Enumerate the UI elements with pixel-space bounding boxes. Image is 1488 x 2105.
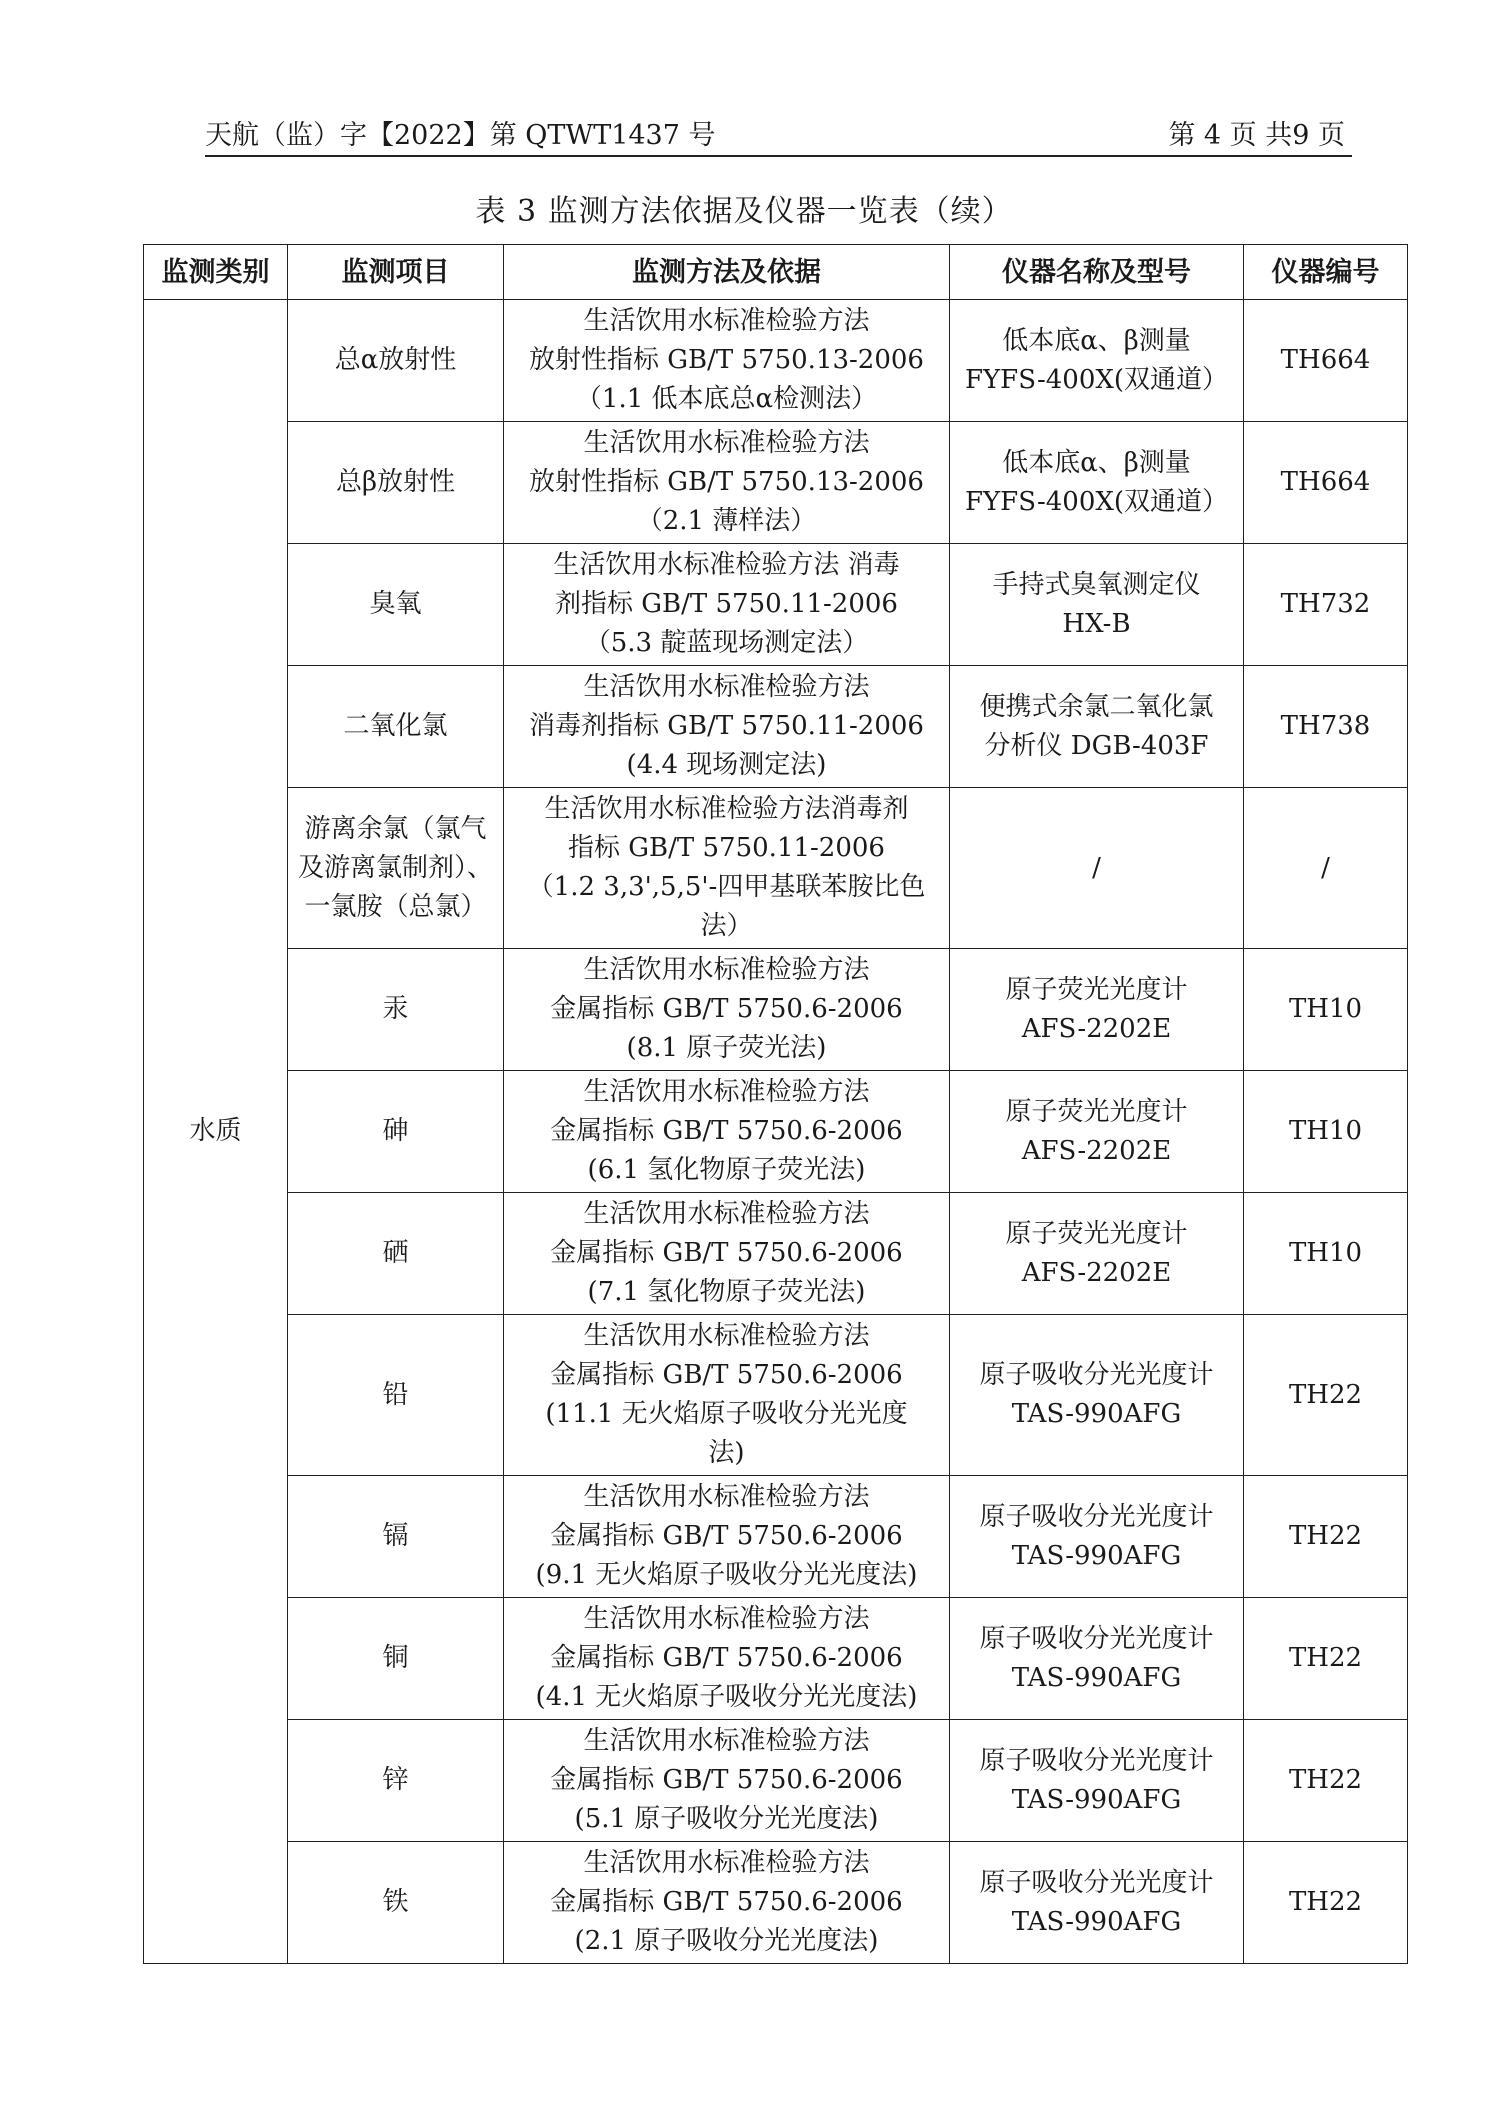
method-line: (4.1 无火焰原子吸收分光光度法) bbox=[535, 1682, 918, 1712]
table-row bbox=[144, 544, 1408, 666]
method-cell bbox=[504, 1720, 950, 1842]
item-cell: 铁 bbox=[288, 1842, 504, 1964]
table-row bbox=[144, 949, 1408, 1071]
item-cell: 铅 bbox=[288, 1315, 504, 1476]
method-line: 消毒剂指标 GB/T 5750.11-2006 bbox=[529, 711, 924, 741]
method-line: 生活饮用水标准检验方法消毒剂 bbox=[544, 794, 909, 824]
instrument-line: 原子吸收分光光度计 bbox=[979, 1867, 1214, 1898]
method-cell bbox=[504, 1071, 950, 1193]
method-cell bbox=[504, 1598, 950, 1720]
instrument-cell bbox=[950, 422, 1244, 544]
method-line: 金属指标 GB/T 5750.6-2006 bbox=[550, 1643, 903, 1673]
method-cell bbox=[504, 1315, 950, 1476]
table-row bbox=[144, 300, 1408, 422]
table-row bbox=[144, 1193, 1408, 1315]
instrument-line: FYFS-400X(双通道） bbox=[964, 486, 1229, 517]
instrument-line: AFS-2202E bbox=[1021, 1013, 1172, 1044]
method-cell bbox=[504, 1193, 950, 1315]
method-line: (6.1 氢化物原子荧光法) bbox=[587, 1155, 866, 1185]
instrument-code-cell: TH22 bbox=[1244, 1598, 1408, 1720]
method-line: （2.1 薄样法） bbox=[636, 506, 817, 536]
instrument-line: 原子荧光光度计 bbox=[1005, 1218, 1188, 1249]
method-line: 金属指标 GB/T 5750.6-2006 bbox=[550, 994, 903, 1024]
instrument-line: 分析仪 DGB-403F bbox=[984, 730, 1209, 761]
method-line: 生活饮用水标准检验方法 bbox=[583, 1482, 870, 1512]
method-line: (5.1 原子吸收分光光度法) bbox=[574, 1804, 879, 1834]
method-line: 放射性指标 GB/T 5750.13-2006 bbox=[529, 345, 924, 375]
instrument-line: 手持式臭氧测定仪 bbox=[992, 569, 1201, 600]
instrument-code-cell: TH22 bbox=[1244, 1315, 1408, 1476]
instrument-line: 原子吸收分光光度计 bbox=[979, 1360, 1214, 1390]
instrument-cell bbox=[950, 1315, 1244, 1476]
table-row bbox=[144, 788, 1408, 949]
instrument-line: 原子吸收分光光度计 bbox=[979, 1623, 1214, 1654]
instrument-line: 原子吸收分光光度计 bbox=[979, 1501, 1214, 1532]
instrument-line: FYFS-400X(双通道） bbox=[964, 364, 1229, 395]
method-cell bbox=[504, 788, 950, 949]
instrument-line: / bbox=[1092, 852, 1101, 883]
item-cell: 总α放射性 bbox=[288, 300, 504, 422]
item-cell: 游离余氯（氯气及游离氯制剂）、一氯胺（总氯） bbox=[288, 788, 504, 949]
instrument-code-cell: TH664 bbox=[1244, 422, 1408, 544]
table-row bbox=[144, 1071, 1408, 1193]
column-header-instrument: 仪器名称及型号 bbox=[950, 245, 1244, 300]
table-body bbox=[144, 300, 1408, 1964]
instrument-line: TAS-990AFG bbox=[1011, 1784, 1182, 1815]
method-cell bbox=[504, 1476, 950, 1598]
table-row bbox=[144, 1598, 1408, 1720]
method-line: （5.3 靛蓝现场测定法） bbox=[584, 628, 869, 658]
method-line: 剂指标 GB/T 5750.11-2006 bbox=[555, 589, 898, 619]
instrument-code-cell: / bbox=[1244, 788, 1408, 949]
instrument-code-cell: TH22 bbox=[1244, 1842, 1408, 1964]
instrument-line: 原子荧光光度计 bbox=[1005, 974, 1188, 1005]
table-row bbox=[144, 1315, 1408, 1476]
instrument-line: TAS-990AFG bbox=[1011, 1540, 1182, 1571]
method-line: 生活饮用水标准检验方法 bbox=[583, 428, 870, 458]
method-cell bbox=[504, 666, 950, 788]
instrument-line: TAS-990AFG bbox=[1011, 1906, 1182, 1937]
method-line: 生活饮用水标准检验方法 bbox=[583, 1321, 870, 1351]
method-line: 金属指标 GB/T 5750.6-2006 bbox=[550, 1360, 903, 1390]
method-line: 金属指标 GB/T 5750.6-2006 bbox=[550, 1765, 903, 1795]
method-line: 生活饮用水标准检验方法 bbox=[583, 1848, 870, 1878]
header-divider bbox=[205, 155, 1352, 157]
instrument-line: 低本底α、β测量 bbox=[1002, 325, 1191, 356]
item-cell: 镉 bbox=[288, 1476, 504, 1598]
instrument-code-cell: TH664 bbox=[1244, 300, 1408, 422]
instrument-code-cell: TH738 bbox=[1244, 666, 1408, 788]
method-line: (2.1 原子吸收分光光度法) bbox=[574, 1926, 879, 1956]
table-caption: 表 3 监测方法依据及仪器一览表（续） bbox=[475, 194, 1013, 229]
methods-table bbox=[143, 244, 1408, 1964]
instrument-code-cell: TH732 bbox=[1244, 544, 1408, 666]
instrument-code-cell: TH10 bbox=[1244, 949, 1408, 1071]
method-line: (9.1 无火焰原子吸收分光光度法) bbox=[535, 1560, 918, 1590]
method-line: (4.4 现场测定法) bbox=[626, 750, 827, 780]
method-line: 生活饮用水标准检验方法 bbox=[583, 955, 870, 985]
instrument-cell bbox=[950, 1071, 1244, 1193]
instrument-cell bbox=[950, 1476, 1244, 1598]
instrument-cell bbox=[950, 300, 1244, 422]
item-cell: 总β放射性 bbox=[288, 422, 504, 544]
column-header-item: 监测项目 bbox=[288, 245, 504, 300]
instrument-line: HX-B bbox=[1062, 608, 1131, 639]
instrument-line: 低本底α、β测量 bbox=[1002, 447, 1191, 478]
instrument-line: 原子吸收分光光度计 bbox=[979, 1745, 1214, 1776]
instrument-code-cell: TH22 bbox=[1244, 1476, 1408, 1598]
item-cell: 铜 bbox=[288, 1598, 504, 1720]
instrument-line: AFS-2202E bbox=[1021, 1257, 1172, 1288]
instrument-line: AFS-2202E bbox=[1021, 1135, 1172, 1166]
page-number: 第 4 页 共9 页 bbox=[1168, 120, 1345, 151]
column-header-method: 监测方法及依据 bbox=[504, 245, 950, 300]
method-line: 金属指标 GB/T 5750.6-2006 bbox=[550, 1521, 903, 1551]
method-cell bbox=[504, 949, 950, 1071]
method-line: 生活饮用水标准检验方法 bbox=[583, 1077, 870, 1107]
item-cell: 硒 bbox=[288, 1193, 504, 1315]
instrument-line: 便携式余氯二氧化氯 bbox=[979, 691, 1214, 722]
report-number: 天航（监）字【2022】第 QTWT1437 号 bbox=[205, 120, 716, 151]
table-row bbox=[144, 1476, 1408, 1598]
method-cell bbox=[504, 422, 950, 544]
method-line: 放射性指标 GB/T 5750.13-2006 bbox=[529, 467, 924, 497]
category-cell: 水质 bbox=[144, 300, 288, 1964]
instrument-cell bbox=[950, 1193, 1244, 1315]
table-row bbox=[144, 422, 1408, 544]
method-line: 生活饮用水标准检验方法 bbox=[583, 1726, 870, 1756]
method-line: (7.1 氢化物原子荧光法) bbox=[587, 1277, 866, 1307]
method-line: 金属指标 GB/T 5750.6-2006 bbox=[550, 1238, 903, 1268]
column-header-code: 仪器编号 bbox=[1244, 245, 1408, 300]
instrument-cell bbox=[950, 544, 1244, 666]
item-cell: 二氧化氯 bbox=[288, 666, 504, 788]
method-cell bbox=[504, 1842, 950, 1964]
method-line: (11.1 无火焰原子吸收分光光度 bbox=[545, 1399, 908, 1429]
method-line: 指标 GB/T 5750.11-2006 bbox=[568, 833, 885, 863]
item-cell: 锌 bbox=[288, 1720, 504, 1842]
method-line: 生活饮用水标准检验方法 bbox=[583, 306, 870, 336]
table-header-row bbox=[144, 245, 1408, 300]
method-line: 金属指标 GB/T 5750.6-2006 bbox=[550, 1116, 903, 1146]
table-row bbox=[144, 1842, 1408, 1964]
method-line: （1.1 低本底总α检测法） bbox=[575, 384, 878, 414]
instrument-line: 原子荧光光度计 bbox=[1005, 1096, 1188, 1127]
item-cell: 砷 bbox=[288, 1071, 504, 1193]
table-row bbox=[144, 666, 1408, 788]
instrument-cell bbox=[950, 788, 1244, 949]
item-cell: 臭氧 bbox=[288, 544, 504, 666]
table-row bbox=[144, 1720, 1408, 1842]
instrument-line: TAS-990AFG bbox=[1011, 1399, 1182, 1429]
method-line: 法） bbox=[700, 911, 753, 941]
instrument-cell bbox=[950, 1720, 1244, 1842]
item-cell: 汞 bbox=[288, 949, 504, 1071]
instrument-code-cell: TH10 bbox=[1244, 1193, 1408, 1315]
instrument-cell bbox=[950, 949, 1244, 1071]
method-line: （1.2 3,3',5,5'-四甲基联苯胺比色 bbox=[527, 872, 926, 902]
instrument-cell bbox=[950, 1842, 1244, 1964]
page-header bbox=[205, 118, 1345, 154]
instrument-cell bbox=[950, 666, 1244, 788]
method-line: (8.1 原子荧光法) bbox=[626, 1033, 827, 1063]
method-line: 生活饮用水标准检验方法 bbox=[583, 1199, 870, 1229]
method-line: 生活饮用水标准检验方法 消毒 bbox=[553, 550, 900, 580]
instrument-line: TAS-990AFG bbox=[1011, 1662, 1182, 1693]
method-line: 生活饮用水标准检验方法 bbox=[583, 1604, 870, 1634]
method-line: 生活饮用水标准检验方法 bbox=[583, 672, 870, 702]
instrument-code-cell: TH22 bbox=[1244, 1720, 1408, 1842]
method-line: 金属指标 GB/T 5750.6-2006 bbox=[550, 1887, 903, 1917]
method-cell bbox=[504, 300, 950, 422]
instrument-code-cell: TH10 bbox=[1244, 1071, 1408, 1193]
instrument-cell bbox=[950, 1598, 1244, 1720]
method-cell bbox=[504, 544, 950, 666]
method-line: 法) bbox=[708, 1438, 745, 1468]
column-header-category: 监测类别 bbox=[144, 245, 288, 300]
